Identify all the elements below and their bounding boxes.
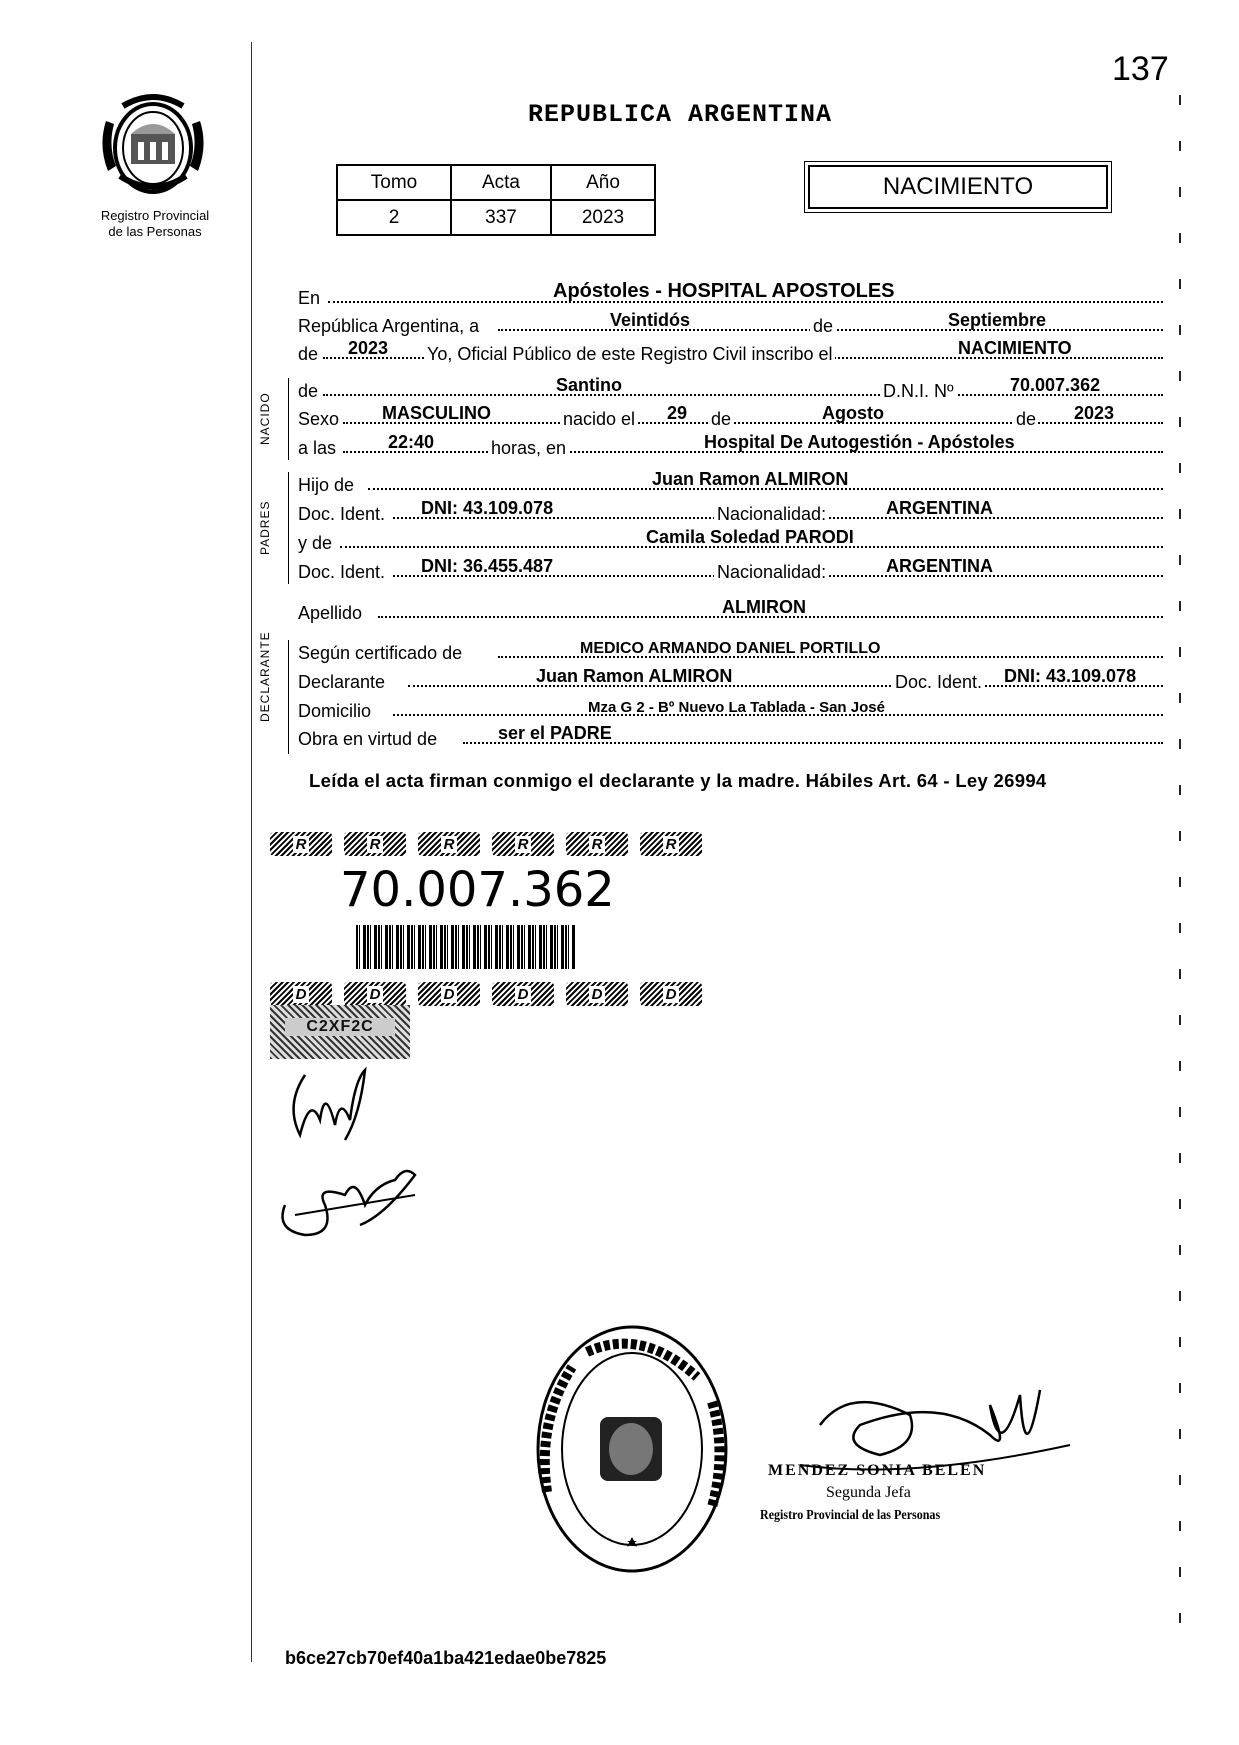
official-text: Yo, Oficial Público de este Registro Civil inscribo el (424, 344, 835, 365)
value-sex: MASCULINO (382, 403, 491, 423)
section-declarante: DECLARANTE (258, 631, 272, 722)
security-r-icon: R (492, 832, 554, 856)
row-address (298, 694, 1163, 722)
left-margin-line (251, 42, 252, 1662)
security-d-icon: D (566, 982, 628, 1006)
header-ano: Año (551, 165, 655, 200)
label-nacionalidad: Nacionalidad: (714, 504, 828, 525)
value-birth-place: Hospital De Autogestión - Apóstoles (704, 432, 1015, 452)
security-r-icon: R (344, 832, 406, 856)
reference-header-row (337, 165, 655, 200)
section-brace (288, 378, 289, 460)
label-nacido: nacido el (560, 409, 637, 430)
row-name (298, 374, 1163, 402)
label-de-year: de (298, 344, 319, 364)
security-d-icon: D (640, 982, 702, 1006)
signatory-name: MENDEZ SONIA BELEN (768, 1462, 987, 1479)
section-brace (288, 472, 289, 584)
security-d-icon: D (344, 982, 406, 1006)
security-r-icon: R (640, 832, 702, 856)
value-mother-nat: ARGENTINA (886, 556, 993, 576)
label-doc: Doc. Ident. (298, 504, 386, 524)
row-declarant (298, 665, 1163, 693)
label-horas: horas, en (488, 438, 568, 459)
label-hijo: Hijo de (298, 475, 355, 495)
label-de: de (810, 316, 835, 337)
hologram-code: C2XF2C (285, 1018, 395, 1036)
declarant-signature-icon (265, 1065, 435, 1255)
security-d-icon: D (270, 982, 332, 1006)
security-r-icon: R (270, 832, 332, 856)
value-acta: 337 (451, 200, 551, 235)
row-father-doc (298, 497, 1163, 525)
act-type-box: NACIMIENTO (808, 165, 1108, 209)
value-ano: 2023 (551, 200, 655, 235)
value-surname: ALMIRON (722, 597, 806, 617)
value-father-nat: ARGENTINA (886, 498, 993, 518)
value-declarant-doc: DNI: 43.109.078 (1004, 666, 1137, 686)
signatory-title: Segunda Jefa (826, 1484, 911, 1501)
row-place (298, 281, 1163, 309)
misiones-coat-of-arms-icon (98, 86, 208, 201)
row-time (298, 431, 1163, 459)
value-place: Apóstoles - HOSPITAL APOSTOLES (553, 280, 895, 302)
label-de-name: de (298, 381, 319, 401)
row-date (298, 309, 1163, 337)
security-d-icon: D (418, 982, 480, 1006)
security-d-icon: D (492, 982, 554, 1006)
value-name: Santino (556, 375, 622, 395)
value-address: Mza G 2 - Bº Nuevo La Tablada - San José (588, 699, 885, 716)
barcode (356, 925, 576, 969)
label-dni: D.N.I. Nº (880, 381, 956, 402)
value-dni: 70.007.362 (1010, 375, 1101, 395)
legal-text: Leída el acta firman conmigo el declarante y la madre. Hábiles Art. 64 - Ley 26994 (309, 770, 1047, 791)
row-birth (298, 402, 1163, 430)
reference-value-row (337, 200, 655, 235)
security-number: 70.007.362 (340, 862, 615, 918)
label-yde: y de (298, 533, 333, 553)
label-de3: de (1013, 409, 1038, 430)
value-year: 2023 (348, 338, 389, 358)
row-capacity (298, 722, 1163, 750)
row-mother (298, 526, 1163, 554)
label-sexo: Sexo (298, 409, 340, 429)
right-margin-marks (1179, 95, 1181, 1655)
value-mother: Camila Soledad PARODI (646, 527, 854, 547)
value-mother-doc: DNI: 36.455.487 (421, 556, 554, 576)
value-time: 22:40 (388, 432, 435, 452)
header-acta: Acta (451, 165, 551, 200)
label-republica: República Argentina, a (298, 316, 480, 336)
country-heading: REPUBLICA ARGENTINA (528, 100, 833, 129)
value-father: Juan Ramon ALMIRON (652, 469, 849, 489)
label-obra: Obra en virtud de (298, 729, 438, 749)
document-hash: b6ce27cb70ef40a1ba421edae0be7825 (285, 1648, 607, 1668)
row-year (298, 337, 1163, 365)
section-padres: PADRES (258, 500, 272, 555)
value-inscribed: NACIMIENTO (958, 338, 1072, 358)
value-birth-month: Agosto (822, 403, 884, 423)
row-father (298, 468, 1163, 496)
label-doc: Doc. Ident. (892, 672, 984, 693)
registry-line2: de las Personas (108, 224, 202, 239)
reference-table (336, 164, 656, 236)
label-apellido: Apellido (298, 603, 363, 623)
row-surname (298, 596, 1163, 624)
hologram (270, 1005, 410, 1059)
registry-name (80, 208, 230, 240)
value-capacity: ser el PADRE (498, 723, 612, 743)
value-birth-year: 2023 (1074, 403, 1115, 423)
header-tomo: Tomo (337, 165, 451, 200)
label-doc: Doc. Ident. (298, 562, 386, 582)
label-nacionalidad: Nacionalidad: (714, 562, 828, 583)
value-declarant: Juan Ramon ALMIRON (536, 666, 733, 686)
label-alas: a las (298, 438, 337, 458)
label-domicilio: Domicilio (298, 701, 372, 721)
label-de2: de (708, 409, 733, 430)
value-tomo: 2 (337, 200, 451, 235)
value-month: Septiembre (948, 310, 1047, 330)
row-certificate (298, 636, 1163, 664)
value-day-words: Veintidós (610, 310, 691, 330)
section-nacido: NACIDO (258, 392, 272, 445)
page-number: 137 (1112, 50, 1169, 88)
security-r-icon: R (566, 832, 628, 856)
value-father-doc: DNI: 43.109.078 (421, 498, 554, 518)
label-en: En (298, 288, 321, 308)
value-certificate: MEDICO ARMANDO DANIEL PORTILLO (580, 640, 881, 657)
security-band-top (270, 832, 710, 858)
label-declarante: Declarante (298, 672, 386, 692)
section-brace (288, 640, 289, 754)
row-mother-doc (298, 555, 1163, 583)
security-r-icon: R (418, 832, 480, 856)
registry-line1: Registro Provincial (100, 208, 210, 223)
value-birth-day: 29 (667, 403, 688, 423)
signatory-org: Registro Provincial de las Personas (760, 1508, 941, 1523)
label-certificado: Según certificado de (298, 643, 463, 663)
registry-seal-icon (532, 1322, 732, 1577)
